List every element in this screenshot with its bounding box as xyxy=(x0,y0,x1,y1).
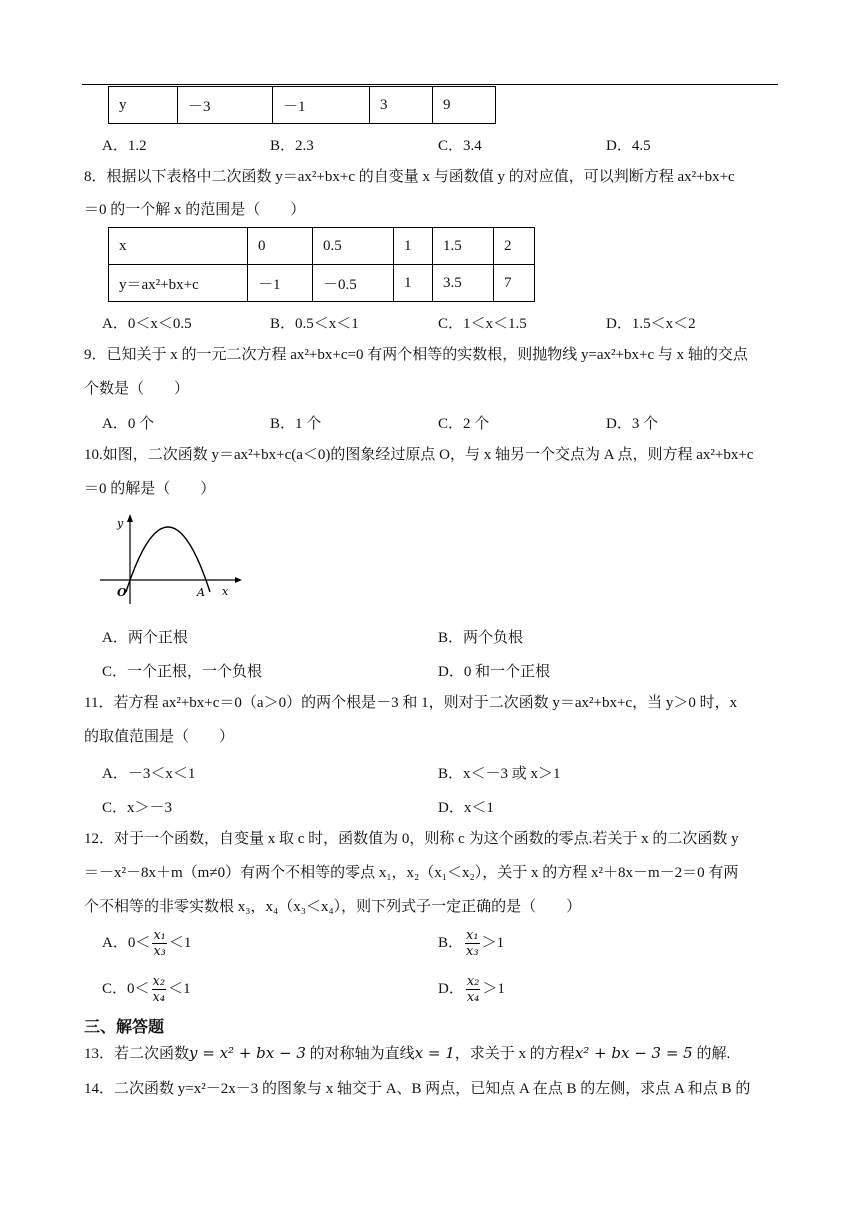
q12-option-b xyxy=(438,928,504,959)
table-row xyxy=(109,228,535,265)
q13-line xyxy=(84,1036,784,1071)
table-cell: 2 xyxy=(494,228,535,265)
table-cell: 3 xyxy=(370,87,433,124)
q10-option-d: D．0 和一个正根 xyxy=(438,664,551,680)
q13-mid: 的对称轴为直线 xyxy=(309,1046,415,1062)
q9-line2: 个数是（ ） xyxy=(84,381,190,397)
q8-table xyxy=(108,227,535,302)
q8-option-d: D．1.5＜x＜2 xyxy=(606,316,696,332)
table-cell: 0.5 xyxy=(313,228,394,265)
q7-option-d: D．4.5 xyxy=(606,138,651,154)
q14-line1: 14．二次函数 y=x²－2x－3 的图象与 x 轴交于 A、B 两点，已知点 A 在点 B 的左侧，求点 A 和点 B 的 xyxy=(84,1081,751,1097)
fraction-denominator: x₃ xyxy=(153,944,166,959)
q11-line1: 11．若方程 ax²+bx+c＝0（a＞0）的两个根是－3 和 1，则对于二次函数 y＝ax²+bx+c，当 y＞0 时，x xyxy=(84,695,738,711)
q13-expr-function: y = x² + bx − 3 xyxy=(189,1044,306,1062)
q8-option-c: C．1＜x＜1.5 xyxy=(438,316,527,332)
table-cell: －3 xyxy=(178,87,273,124)
q9-option-b: B．1 个 xyxy=(270,416,322,432)
table-row xyxy=(109,265,535,302)
fraction-denominator: x₄ xyxy=(466,990,480,1005)
table-cell: 1 xyxy=(394,228,433,265)
fraction xyxy=(152,928,167,959)
option-prefix: A．0＜ xyxy=(102,934,151,951)
option-prefix: B． xyxy=(438,934,464,951)
option-suffix: ＞1 xyxy=(481,934,505,951)
header-rule xyxy=(82,84,778,85)
parabola-graph xyxy=(96,508,246,608)
fraction-numerator: x₂ xyxy=(466,974,480,989)
q9-option-d: D．3 个 xyxy=(606,416,659,432)
q12-line1: 12．对于一个函数，自变量 x 取 c 时，函数值为 0，则称 c 为这个函数的零点.若关于 x 的二次函数 y xyxy=(84,831,739,847)
q8-option-b: B．0.5＜x＜1 xyxy=(270,316,359,332)
option-suffix: ＞1 xyxy=(482,980,505,997)
q7-option-b: B．2.3 xyxy=(270,138,314,154)
q10-option-b: B．两个负根 xyxy=(438,630,524,646)
fraction xyxy=(152,974,167,1005)
y-axis-label: y xyxy=(117,517,124,530)
option-prefix: C．0＜ xyxy=(102,980,150,997)
q7-option-a: A．1.2 xyxy=(102,138,147,154)
fraction-numerator: x₁ xyxy=(153,928,166,943)
q7-table xyxy=(108,86,496,124)
table-cell: x xyxy=(109,228,248,265)
table-cell: y xyxy=(109,87,178,124)
fraction-denominator: x₃ xyxy=(466,944,479,959)
table-cell: y＝ax²+bx+c xyxy=(109,265,248,302)
q11-line2: 的取值范围是（ ） xyxy=(84,729,235,745)
table-cell: 1.5 xyxy=(433,228,494,265)
q8-option-a: A．0＜x＜0.5 xyxy=(102,316,192,332)
x-axis-arrow xyxy=(235,577,242,583)
table-cell: 7 xyxy=(494,265,535,302)
fraction xyxy=(466,974,481,1005)
q12-option-d xyxy=(438,974,505,1005)
q11-option-d: D．x＜1 xyxy=(438,800,494,816)
fraction xyxy=(465,928,480,959)
q10-option-a: A．两个正根 xyxy=(102,630,188,646)
q11-option-b: B．x＜－3 或 x＞1 xyxy=(438,766,561,782)
option-prefix: D． xyxy=(438,980,464,997)
parabola-curve xyxy=(126,527,210,592)
fraction-numerator: x₂ xyxy=(152,974,166,989)
table-cell: 9 xyxy=(433,87,496,124)
q10-option-c: C．一个正根，一个负根 xyxy=(102,664,263,680)
q9-option-c: C．2 个 xyxy=(438,416,490,432)
q8-line2: ＝0 的一个解 x 的范围是（ ） xyxy=(84,202,306,218)
origin-label: O xyxy=(117,586,127,599)
table-cell: 0 xyxy=(248,228,313,265)
q12-line3: 个不相等的非零实数根 x₃，x₄（x₃＜x₄），则下列式子一定正确的是（ ） xyxy=(84,899,582,915)
q13-expr-equation: x² + bx − 3 = 5 xyxy=(574,1044,693,1062)
table-cell: －1 xyxy=(248,265,313,302)
q10-line2: ＝0 的解是（ ） xyxy=(84,481,216,497)
q11-option-a: A．－3＜x＜1 xyxy=(102,766,196,782)
q7-option-c: C．3.4 xyxy=(438,138,482,154)
section-heading: 三、解答题 xyxy=(84,1017,165,1036)
q12-option-a xyxy=(102,928,191,959)
q13-prefix: 13．若二次函数 xyxy=(84,1046,190,1062)
q9-option-a: A．0 个 xyxy=(102,416,155,432)
y-axis-arrow xyxy=(127,514,133,522)
point-a-label: A xyxy=(197,586,205,599)
q11-option-c: C．x＞－3 xyxy=(102,800,173,816)
q10-line1: 10.如图，二次函数 y＝ax²+bx+c(a＜0)的图象经过原点 O，与 x 轴另一个交点为 A 点，则方程 ax²+bx+c xyxy=(84,447,754,463)
table-cell: －1 xyxy=(273,87,370,124)
table-cell: 1 xyxy=(394,265,433,302)
option-suffix: ＜1 xyxy=(168,934,192,951)
table-cell: －0.5 xyxy=(313,265,394,302)
q13-mid2: ，求关于 x 的方程 xyxy=(454,1046,575,1062)
table-cell: 3.5 xyxy=(433,265,494,302)
q8-line1: 8．根据以下表格中二次函数 y＝ax²+bx+c 的自变量 x 与函数值 y 的对应值，可以判断方程 ax²+bx+c xyxy=(84,169,735,185)
q12-option-c xyxy=(102,974,191,1005)
q13-expr-axis: x = 1 xyxy=(414,1044,455,1062)
q13-suffix: 的解. xyxy=(696,1046,731,1062)
table-row xyxy=(109,87,496,124)
q9-line1: 9．已知关于 x 的一元二次方程 ax²+bx+c=0 有两个相等的实数根，则抛物线 y=ax²+bx+c 与 x 轴的交点 xyxy=(84,347,748,363)
fraction-numerator: x₁ xyxy=(466,928,479,943)
option-suffix: ＜1 xyxy=(168,980,191,997)
x-axis-label: x xyxy=(222,585,229,598)
fraction-denominator: x₄ xyxy=(152,990,166,1005)
q12-line2: ＝－x²－8x＋m（m≠0）有两个不相等的零点 x₁，x₂（x₁＜x₂），关于 x 的方程 x²＋8x－m－2＝0 有两 xyxy=(84,865,739,881)
